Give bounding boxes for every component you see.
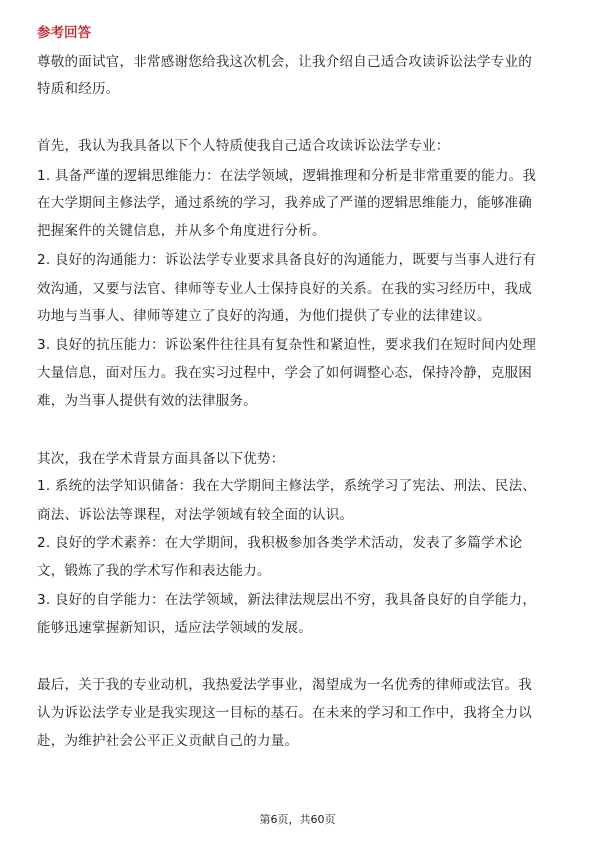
paragraph-line: 3. 良好的自学能力：在法学领域，新法律法规层出不穷，我具备良好的自学能力， — [37, 592, 537, 608]
paragraph-line: 2. 良好的学术素养：在大学期间，我积极参加各类学术活动，发表了多篇学术论 — [37, 535, 523, 551]
section-heading: 参考回答 — [37, 25, 91, 41]
paragraph-line: 大量信息，面对压力。我在实习过程中，学会了如何调整心态，保持冷静，克服困 — [37, 365, 532, 381]
paragraph-line: 商法、诉讼法等课程，对法学领域有较全面的认识。 — [37, 507, 354, 523]
paragraph-line: 尊敬的面试官，非常感谢您给我这次机会，让我介绍自己适合攻读诉讼法学专业的 — [37, 54, 532, 70]
paragraph-line: 认为诉讼法学专业是我实现这一目标的基石。在未来的学习和工作中，我将全力以 — [37, 705, 532, 721]
paragraph-line: 文，锻炼了我的学术写作和表达能力。 — [37, 563, 271, 579]
paragraph-line: 赴，为维护社会公平正义贡献自己的力量。 — [37, 733, 299, 749]
paragraph-line: 其次，我在学术背景方面具备以下优势： — [37, 451, 285, 467]
paragraph-line: 3. 良好的抗压能力：诉讼案件往往具有复杂性和紧迫性，要求我们在短时间内处理 — [37, 337, 537, 353]
paragraph-line: 1. 系统的法学知识储备：我在大学期间主修法学，系统学习了宪法、刑法、民法、 — [37, 478, 537, 494]
paragraph-line: 特质和经历。 — [37, 81, 120, 97]
paragraph-line: 1. 具备严谨的逻辑思维能力：在法学领域，逻辑推理和分析是非常重要的能力。我 — [37, 168, 537, 184]
paragraph-line: 最后，关于我的专业动机，我热爱法学事业，渴望成为一名优秀的律师或法官。我 — [37, 677, 532, 693]
paragraph-line: 2. 良好的沟通能力：诉讼法学专业要求具备良好的沟通能力，既要与当事人进行有 — [37, 252, 537, 268]
paragraph-line: 难，为当事人提供有效的法律服务。 — [37, 393, 257, 409]
paragraph-line: 能够迅速掌握新知识，适应法学领域的发展。 — [37, 620, 312, 636]
paragraph-line: 在大学期间主修法学，通过系统的学习，我养成了严谨的逻辑思维能力，能够准确 — [37, 195, 532, 211]
page-number: 第6页，共60页 — [259, 813, 336, 826]
paragraph-line: 效沟通，又要与法官、律师等专业人士保持良好的关系。在我的实习经历中，我成 — [37, 281, 532, 297]
paragraph-line: 首先，我认为我具备以下个人特质使我自己适合攻读诉讼法学专业： — [37, 138, 450, 154]
paragraph-line: 功地与当事人、律师等建立了良好的沟通，为他们提供了专业的法律建议。 — [37, 308, 491, 324]
paragraph-line: 把握案件的关键信息，并从多个角度进行分析。 — [37, 223, 326, 239]
